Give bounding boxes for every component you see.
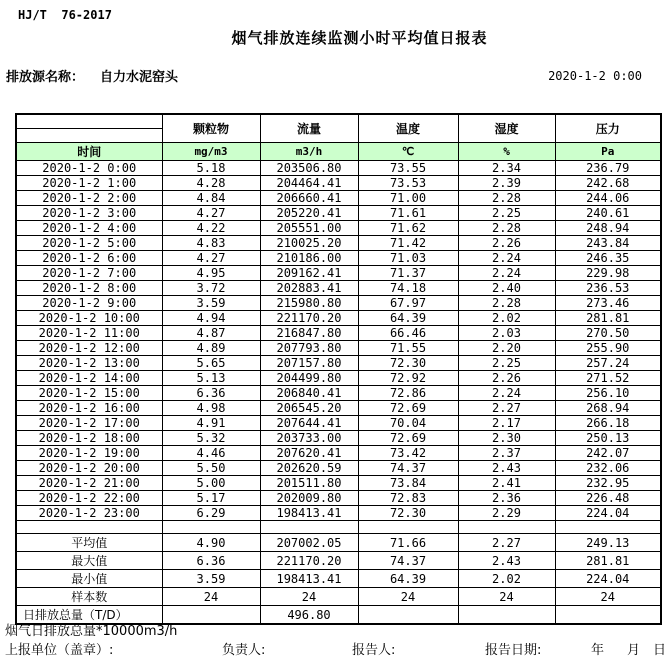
value-cell: 5.13 xyxy=(162,371,260,386)
summary-row xyxy=(16,588,661,606)
emission-source-name: 自力水泥窑头 xyxy=(100,70,179,85)
corner-cell xyxy=(16,114,162,143)
spacer-cell xyxy=(555,521,661,534)
value-cell: 256.10 xyxy=(555,386,661,401)
data-rows-body xyxy=(16,161,661,521)
unit-particulate: mg/m3 xyxy=(162,143,260,161)
value-cell: 248.94 xyxy=(555,221,661,236)
value-cell: 203733.00 xyxy=(260,431,358,446)
summary-value-cell: 221170.20 xyxy=(260,552,358,570)
value-cell: 271.52 xyxy=(555,371,661,386)
value-cell: 71.00 xyxy=(358,191,458,206)
value-cell: 198413.41 xyxy=(260,506,358,521)
value-cell: 240.61 xyxy=(555,206,661,221)
spacer-cell xyxy=(16,521,162,534)
value-cell: 2.02 xyxy=(458,311,555,326)
time-cell: 2020-1-2 22:00 xyxy=(16,491,162,506)
value-cell: 2.43 xyxy=(458,461,555,476)
time-cell: 2020-1-2 17:00 xyxy=(16,416,162,431)
value-cell: 5.17 xyxy=(162,491,260,506)
value-cell: 2.28 xyxy=(458,221,555,236)
value-cell: 72.83 xyxy=(358,491,458,506)
table-row xyxy=(16,371,661,386)
value-cell: 266.18 xyxy=(555,416,661,431)
value-cell: 4.46 xyxy=(162,446,260,461)
value-cell: 2.36 xyxy=(458,491,555,506)
value-cell: 4.95 xyxy=(162,266,260,281)
parameter-header-row xyxy=(16,114,661,143)
table-row xyxy=(16,476,661,491)
summary-value-cell: 24 xyxy=(358,588,458,606)
value-cell: 2.34 xyxy=(458,161,555,176)
value-cell: 2.28 xyxy=(458,296,555,311)
value-cell: 2.27 xyxy=(458,401,555,416)
value-cell: 232.06 xyxy=(555,461,661,476)
time-cell: 2020-1-2 4:00 xyxy=(16,221,162,236)
time-cell: 2020-1-2 23:00 xyxy=(16,506,162,521)
value-cell: 2.20 xyxy=(458,341,555,356)
time-cell: 2020-1-2 19:00 xyxy=(16,446,162,461)
value-cell: 210025.20 xyxy=(260,236,358,251)
report-date-label: 报告日期: xyxy=(485,643,542,656)
time-cell: 2020-1-2 5:00 xyxy=(16,236,162,251)
value-cell: 207620.41 xyxy=(260,446,358,461)
table-row xyxy=(16,341,661,356)
reporter-label: 报告人: xyxy=(352,643,396,656)
value-cell: 3.59 xyxy=(162,296,260,311)
value-cell: 4.98 xyxy=(162,401,260,416)
summary-rows-body xyxy=(16,534,661,625)
time-cell: 2020-1-2 10:00 xyxy=(16,311,162,326)
table-row xyxy=(16,491,661,506)
value-cell: 201511.80 xyxy=(260,476,358,491)
spacer-cell xyxy=(260,521,358,534)
value-cell: 2.29 xyxy=(458,506,555,521)
report-unit-label: 上报单位（盖章）: xyxy=(5,643,114,656)
table-row xyxy=(16,506,661,521)
time-cell: 2020-1-2 21:00 xyxy=(16,476,162,491)
value-cell: 281.81 xyxy=(555,311,661,326)
value-cell: 72.30 xyxy=(358,506,458,521)
spacer-body xyxy=(16,521,661,534)
value-cell: 2.37 xyxy=(458,446,555,461)
summary-value-cell: 249.13 xyxy=(555,534,661,552)
value-cell: 270.50 xyxy=(555,326,661,341)
summary-value-cell: 281.81 xyxy=(555,552,661,570)
time-cell: 2020-1-2 1:00 xyxy=(16,176,162,191)
value-cell: 273.46 xyxy=(555,296,661,311)
time-cell: 2020-1-2 16:00 xyxy=(16,401,162,416)
col-header-flow: 流量 xyxy=(260,114,358,143)
year-label: 年 xyxy=(591,643,605,656)
value-cell: 74.37 xyxy=(358,461,458,476)
value-cell: 242.07 xyxy=(555,446,661,461)
value-cell: 204464.41 xyxy=(260,176,358,191)
value-cell: 72.69 xyxy=(358,431,458,446)
value-cell: 215980.80 xyxy=(260,296,358,311)
value-cell: 2.03 xyxy=(458,326,555,341)
value-cell: 4.94 xyxy=(162,311,260,326)
value-cell: 209162.41 xyxy=(260,266,358,281)
value-cell: 236.79 xyxy=(555,161,661,176)
signature-row xyxy=(0,639,669,655)
page-title: 烟气排放连续监测小时平均值日报表 xyxy=(231,29,488,47)
value-cell: 206840.41 xyxy=(260,386,358,401)
value-cell: 207644.41 xyxy=(260,416,358,431)
value-cell: 243.84 xyxy=(555,236,661,251)
col-header-particulate: 颗粒物 xyxy=(162,114,260,143)
unit-flow: m3/h xyxy=(260,143,358,161)
value-cell: 71.03 xyxy=(358,251,458,266)
value-cell: 6.29 xyxy=(162,506,260,521)
unit-pressure: Pa xyxy=(555,143,661,161)
summary-value-cell: 24 xyxy=(458,588,555,606)
emission-source-line xyxy=(6,66,178,85)
table-row xyxy=(16,461,661,476)
col-header-temperature: 温度 xyxy=(358,114,458,143)
time-cell: 2020-1-2 9:00 xyxy=(16,296,162,311)
summary-value-cell xyxy=(555,606,661,625)
spacer-cell xyxy=(358,521,458,534)
value-cell: 2.24 xyxy=(458,266,555,281)
value-cell: 204499.80 xyxy=(260,371,358,386)
value-cell: 2.26 xyxy=(458,236,555,251)
summary-value-cell: 24 xyxy=(260,588,358,606)
value-cell: 2.25 xyxy=(458,356,555,371)
table-row xyxy=(16,281,661,296)
value-cell: 73.84 xyxy=(358,476,458,491)
summary-label: 最小值 xyxy=(16,570,162,588)
value-cell: 2.28 xyxy=(458,191,555,206)
table-row xyxy=(16,221,661,236)
value-cell: 6.36 xyxy=(162,386,260,401)
table-row xyxy=(16,431,661,446)
value-cell: 4.91 xyxy=(162,416,260,431)
value-cell: 5.65 xyxy=(162,356,260,371)
table-row xyxy=(16,191,661,206)
table-row xyxy=(16,176,661,191)
value-cell: 4.84 xyxy=(162,191,260,206)
value-cell: 2.24 xyxy=(458,386,555,401)
summary-label: 最大值 xyxy=(16,552,162,570)
value-cell: 72.86 xyxy=(358,386,458,401)
summary-label: 日排放总量（T/D） xyxy=(16,606,162,625)
value-cell: 2.41 xyxy=(458,476,555,491)
value-cell: 207793.80 xyxy=(260,341,358,356)
summary-value-cell: 24 xyxy=(555,588,661,606)
time-cell: 2020-1-2 12:00 xyxy=(16,341,162,356)
responsible-label: 负责人: xyxy=(222,643,266,656)
summary-value-cell: 2.43 xyxy=(458,552,555,570)
value-cell: 255.90 xyxy=(555,341,661,356)
time-cell: 2020-1-2 6:00 xyxy=(16,251,162,266)
time-header: 时间 xyxy=(16,143,162,161)
summary-label: 样本数 xyxy=(16,588,162,606)
value-cell: 67.97 xyxy=(358,296,458,311)
value-cell: 257.24 xyxy=(555,356,661,371)
standard-code: HJ/T 76-2017 xyxy=(18,8,112,22)
summary-value-cell: 198413.41 xyxy=(260,570,358,588)
value-cell: 202883.41 xyxy=(260,281,358,296)
value-cell: 71.61 xyxy=(358,206,458,221)
value-cell: 71.62 xyxy=(358,221,458,236)
spacer-row xyxy=(16,521,661,534)
table-row xyxy=(16,311,661,326)
value-cell: 4.28 xyxy=(162,176,260,191)
value-cell: 2.25 xyxy=(458,206,555,221)
unit-temperature: ℃ xyxy=(358,143,458,161)
table-row xyxy=(16,416,661,431)
time-cell: 2020-1-2 14:00 xyxy=(16,371,162,386)
table-row xyxy=(16,296,661,311)
summary-value-cell: 2.27 xyxy=(458,534,555,552)
col-header-humidity: 湿度 xyxy=(458,114,555,143)
month-label: 月 xyxy=(627,643,641,656)
value-cell: 73.53 xyxy=(358,176,458,191)
time-cell: 2020-1-2 15:00 xyxy=(16,386,162,401)
value-cell: 73.42 xyxy=(358,446,458,461)
time-cell: 2020-1-2 8:00 xyxy=(16,281,162,296)
table-row xyxy=(16,326,661,341)
unit-humidity: % xyxy=(458,143,555,161)
table-row xyxy=(16,251,661,266)
value-cell: 4.22 xyxy=(162,221,260,236)
value-cell: 71.37 xyxy=(358,266,458,281)
summary-value-cell: 64.39 xyxy=(358,570,458,588)
table-row xyxy=(16,206,661,221)
corner-divider xyxy=(17,115,162,129)
emission-source-label: 排放源名称： xyxy=(6,70,85,85)
summary-value-cell: 3.59 xyxy=(162,570,260,588)
units-header-row xyxy=(16,143,661,161)
value-cell: 206660.41 xyxy=(260,191,358,206)
value-cell: 203506.80 xyxy=(260,161,358,176)
summary-value-cell: 496.80 xyxy=(260,606,358,625)
value-cell: 202009.80 xyxy=(260,491,358,506)
table-row xyxy=(16,356,661,371)
time-cell: 2020-1-2 3:00 xyxy=(16,206,162,221)
spacer-cell xyxy=(162,521,260,534)
value-cell: 221170.20 xyxy=(260,311,358,326)
flow-total-note: 烟气日排放总量*10000m3/h xyxy=(5,624,178,639)
value-cell: 2.40 xyxy=(458,281,555,296)
value-cell: 206545.20 xyxy=(260,401,358,416)
value-cell: 250.13 xyxy=(555,431,661,446)
summary-row xyxy=(16,552,661,570)
value-cell: 244.06 xyxy=(555,191,661,206)
value-cell: 216847.80 xyxy=(260,326,358,341)
value-cell: 73.55 xyxy=(358,161,458,176)
value-cell: 2.26 xyxy=(458,371,555,386)
value-cell: 74.18 xyxy=(358,281,458,296)
summary-value-cell: 71.66 xyxy=(358,534,458,552)
summary-value-cell xyxy=(358,606,458,625)
summary-value-cell: 24 xyxy=(162,588,260,606)
value-cell: 2.24 xyxy=(458,251,555,266)
table-row xyxy=(16,236,661,251)
summary-value-cell: 74.37 xyxy=(358,552,458,570)
value-cell: 210186.00 xyxy=(260,251,358,266)
value-cell: 5.18 xyxy=(162,161,260,176)
time-cell: 2020-1-2 0:00 xyxy=(16,161,162,176)
summary-value-cell: 224.04 xyxy=(555,570,661,588)
value-cell: 72.92 xyxy=(358,371,458,386)
table-row xyxy=(16,401,661,416)
summary-row xyxy=(16,534,661,552)
value-cell: 224.04 xyxy=(555,506,661,521)
value-cell: 71.55 xyxy=(358,341,458,356)
value-cell: 207157.80 xyxy=(260,356,358,371)
table-row xyxy=(16,386,661,401)
summary-value-cell: 207002.05 xyxy=(260,534,358,552)
summary-value-cell: 6.36 xyxy=(162,552,260,570)
value-cell: 5.50 xyxy=(162,461,260,476)
value-cell: 2.39 xyxy=(458,176,555,191)
value-cell: 236.53 xyxy=(555,281,661,296)
time-cell: 2020-1-2 7:00 xyxy=(16,266,162,281)
time-cell: 2020-1-2 2:00 xyxy=(16,191,162,206)
value-cell: 5.00 xyxy=(162,476,260,491)
value-cell: 205220.41 xyxy=(260,206,358,221)
value-cell: 4.27 xyxy=(162,206,260,221)
value-cell: 72.30 xyxy=(358,356,458,371)
time-cell: 2020-1-2 11:00 xyxy=(16,326,162,341)
summary-value-cell: 2.02 xyxy=(458,570,555,588)
col-header-pressure: 压力 xyxy=(555,114,661,143)
value-cell: 4.87 xyxy=(162,326,260,341)
value-cell: 3.72 xyxy=(162,281,260,296)
value-cell: 4.89 xyxy=(162,341,260,356)
value-cell: 268.94 xyxy=(555,401,661,416)
value-cell: 4.27 xyxy=(162,251,260,266)
summary-value-cell: 4.90 xyxy=(162,534,260,552)
summary-row xyxy=(16,570,661,588)
value-cell: 226.48 xyxy=(555,491,661,506)
time-cell: 2020-1-2 20:00 xyxy=(16,461,162,476)
value-cell: 202620.59 xyxy=(260,461,358,476)
value-cell: 5.32 xyxy=(162,431,260,446)
value-cell: 229.98 xyxy=(555,266,661,281)
time-cell: 2020-1-2 18:00 xyxy=(16,431,162,446)
day-label: 日 xyxy=(653,643,667,656)
value-cell: 71.42 xyxy=(358,236,458,251)
spacer-cell xyxy=(458,521,555,534)
report-datetime: 2020-1-2 0:00 xyxy=(548,69,642,83)
value-cell: 246.35 xyxy=(555,251,661,266)
summary-label: 平均值 xyxy=(16,534,162,552)
value-cell: 70.04 xyxy=(358,416,458,431)
value-cell: 232.95 xyxy=(555,476,661,491)
value-cell: 72.69 xyxy=(358,401,458,416)
value-cell: 2.30 xyxy=(458,431,555,446)
summary-value-cell xyxy=(458,606,555,625)
time-cell: 2020-1-2 13:00 xyxy=(16,356,162,371)
value-cell: 242.68 xyxy=(555,176,661,191)
table-row xyxy=(16,161,661,176)
value-cell: 64.39 xyxy=(358,311,458,326)
value-cell: 2.17 xyxy=(458,416,555,431)
value-cell: 205551.00 xyxy=(260,221,358,236)
table-row xyxy=(16,446,661,461)
value-cell: 4.83 xyxy=(162,236,260,251)
report-table xyxy=(15,113,662,625)
value-cell: 66.46 xyxy=(358,326,458,341)
table-row xyxy=(16,266,661,281)
